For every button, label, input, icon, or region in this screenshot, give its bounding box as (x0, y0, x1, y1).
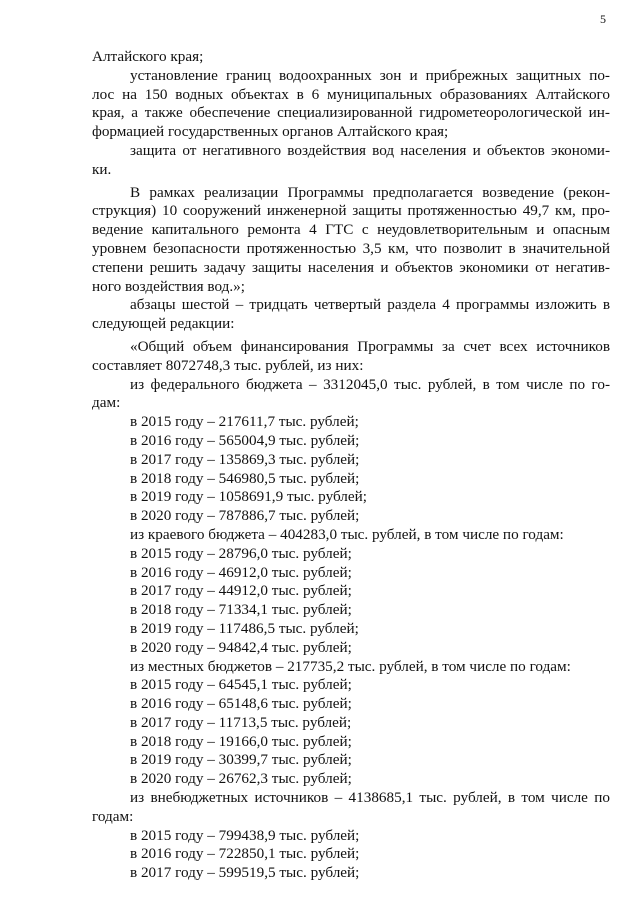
text-line: дам: (92, 394, 121, 412)
text-line: в 2020 году – 787886,7 тыс. рублей; (130, 507, 360, 525)
text-line: из федерального бюджета – 3312045,0 тыс. рублей, в том числе по го- (130, 375, 610, 393)
text-line: струкция) 10 сооружений инженерной защиты протяженностью 49,7 км, про- (92, 202, 610, 220)
text-line: из местных бюджетов – 217735,2 тыс. рублей, в том числе по годам: (130, 657, 571, 675)
page-number: 5 (600, 12, 606, 26)
text-line: степени решить задачу защиты населения и объектов экономики от негатив- (92, 258, 610, 276)
text-line: в 2018 году – 19166,0 тыс. рублей; (130, 732, 352, 750)
text-line: следующей редакции: (92, 315, 235, 333)
text-line: в 2016 году – 722850,1 тыс. рублей; (130, 845, 360, 863)
text-line: составляет 8072748,3 тыс. рублей, из них: (92, 356, 364, 374)
document-body (92, 48, 610, 883)
text-line: в 2017 году – 599519,5 тыс. рублей; (130, 864, 360, 882)
text-line: в 2016 году – 565004,9 тыс. рублей; (130, 431, 360, 449)
text-line: «Общий объем финансирования Программы за счет всех источников (130, 337, 610, 355)
text-line: уровнем безопасности протяженностью 3,5 км, что позволит в значительной (92, 239, 610, 257)
text-line: защита от негативного воздействия вод населения и объектов экономи- (130, 141, 610, 159)
text-line: ного воздействия вод.»; (92, 277, 245, 295)
text-line: в 2015 году – 799438,9 тыс. рублей; (130, 826, 360, 844)
text-line: абзацы шестой – тридцать четвертый раздела 4 программы изложить в (130, 296, 610, 314)
text-line: годам: (92, 807, 134, 825)
text-line: в 2016 году – 46912,0 тыс. рублей; (130, 563, 352, 581)
text-line: в 2017 году – 135869,3 тыс. рублей; (130, 450, 360, 468)
text-line: лос на 150 водных объектах в 6 муниципальных образованиях Алтайского (92, 85, 610, 103)
text-line: В рамках реализации Программы предполагается возведение (рекон- (130, 183, 610, 201)
text-line: в 2016 году – 65148,6 тыс. рублей; (130, 695, 352, 713)
text-line: в 2019 году – 1058691,9 тыс. рублей; (130, 488, 367, 506)
text-line: в 2019 году – 117486,5 тыс. рублей; (130, 619, 359, 637)
text-line: установление границ водоохранных зон и прибрежных защитных по- (130, 66, 610, 84)
text-line: ки. (92, 160, 112, 178)
text-line: в 2018 году – 71334,1 тыс. рублей; (130, 601, 352, 619)
text-line: в 2020 году – 26762,3 тыс. рублей; (130, 770, 352, 788)
text-line: в 2015 году – 64545,1 тыс. рублей; (130, 676, 352, 694)
text-line: в 2015 году – 217611,7 тыс. рублей; (130, 413, 359, 431)
text-line: в 2020 году – 94842,4 тыс. рублей; (130, 638, 352, 656)
text-line: края, а также обеспечение специализированной гидрометеорологической ин- (92, 104, 610, 122)
text-line: формацией государственных органов Алтайского края; (92, 123, 449, 141)
text-line: из краевого бюджета – 404283,0 тыс. рублей, в том числе по годам: (130, 525, 564, 543)
text-line: Алтайского края; (92, 48, 204, 65)
text-line: в 2018 году – 546980,5 тыс. рублей; (130, 469, 360, 487)
text-line: из внебюджетных источников – 4138685,1 тыс. рублей, в том числе по (130, 789, 610, 807)
text-line: в 2017 году – 44912,0 тыс. рублей; (130, 582, 352, 600)
text-line: в 2019 году – 30399,7 тыс. рублей; (130, 751, 352, 769)
text-line: в 2015 году – 28796,0 тыс. рублей; (130, 544, 352, 562)
text-line: в 2017 году – 11713,5 тыс. рублей; (130, 713, 352, 731)
text-line: ведение капитального ремонта 4 ГТС с неудовлетворительным и опасным (92, 221, 610, 239)
